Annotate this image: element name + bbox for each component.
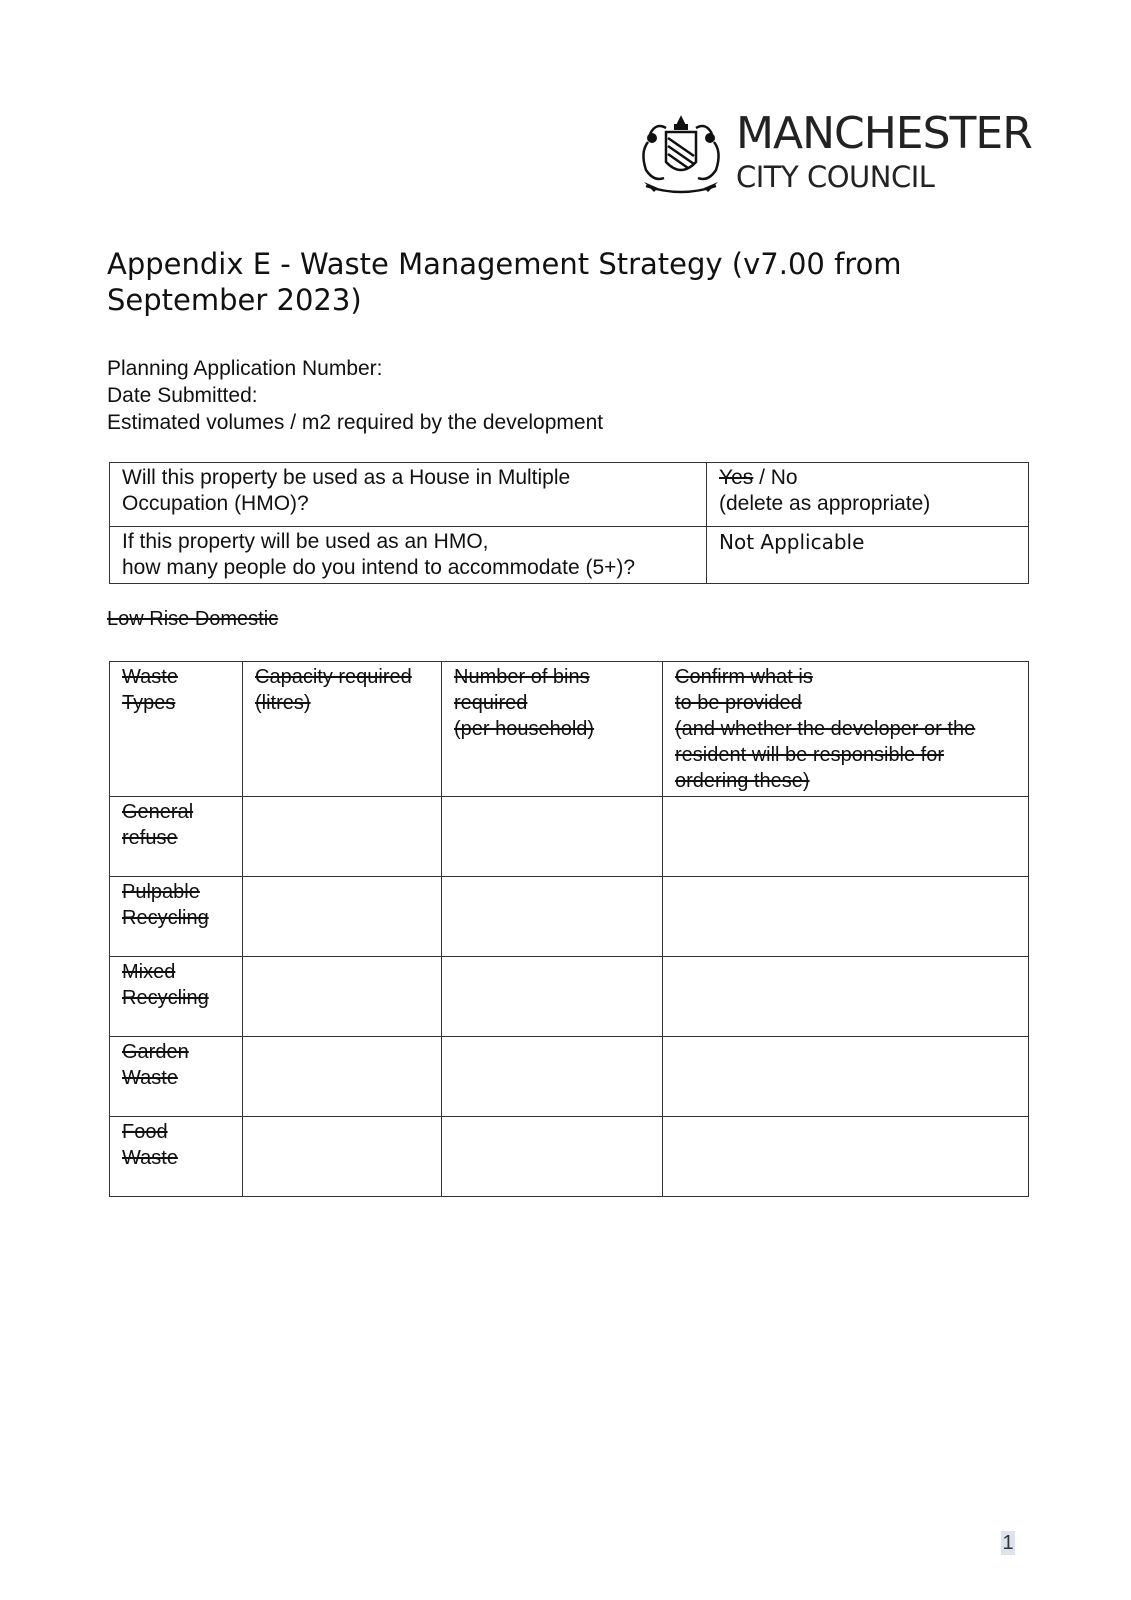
- cell-text: Waste: [122, 1067, 178, 1089]
- cell-text: Mixed: [122, 961, 176, 983]
- cell-text: Recycling: [122, 907, 209, 929]
- waste-type-cell: [110, 877, 243, 957]
- table-row: [110, 797, 1029, 877]
- confirm-cell[interactable]: [663, 1117, 1029, 1197]
- section-heading: Low Rise Domestic: [107, 608, 279, 630]
- cell-text: Waste: [122, 1147, 178, 1169]
- cell-text: If this property will be used as an HMO,: [122, 530, 489, 553]
- council-logo: [636, 108, 1032, 196]
- no-option: / No: [753, 466, 798, 489]
- cell-text: Capacity required: [255, 666, 412, 688]
- bins-cell[interactable]: [442, 877, 663, 957]
- table-row: [110, 463, 1029, 527]
- cell-text: [719, 465, 1016, 491]
- capacity-cell[interactable]: [243, 877, 442, 957]
- confirm-cell[interactable]: [663, 957, 1029, 1037]
- bins-cell[interactable]: [442, 957, 663, 1037]
- confirm-cell[interactable]: [663, 797, 1029, 877]
- waste-type-cell: [110, 957, 243, 1037]
- application-meta: [107, 355, 603, 436]
- waste-type-cell: [110, 797, 243, 877]
- cell-text: Confirm what is: [675, 666, 813, 688]
- cell-text: refuse: [122, 827, 178, 849]
- cell-text: Garden: [122, 1041, 189, 1063]
- hmo-table: [109, 462, 1029, 584]
- estimated-volumes-label: Estimated volumes / m2 required by the development: [107, 411, 604, 434]
- confirm-cell[interactable]: [663, 877, 1029, 957]
- cell-text: (per household): [454, 718, 595, 740]
- cell-text: Recycling: [122, 987, 209, 1009]
- header-waste-types: [110, 662, 243, 797]
- table-row: [110, 527, 1029, 584]
- cell-text: how many people do you intend to accommodate (5+)?: [122, 556, 636, 579]
- bins-cell[interactable]: [442, 1037, 663, 1117]
- logo-title: MANCHESTER: [736, 108, 1032, 159]
- hmo-occupancy-answer-cell[interactable]: Not Applicable: [707, 527, 1029, 584]
- cell-text: Occupation (HMO)?: [122, 492, 309, 515]
- bins-cell[interactable]: [442, 797, 663, 877]
- cell-text: Will this property be used as a House in Multiple: [122, 466, 571, 489]
- cell-text: ordering these): [675, 770, 810, 792]
- cell-text: Types: [122, 692, 176, 714]
- coat-of-arms-icon: [636, 112, 726, 196]
- confirm-cell[interactable]: [663, 1037, 1029, 1117]
- table-header-row: [110, 662, 1029, 797]
- cell-text: (delete as appropriate): [719, 492, 931, 515]
- cell-text: (and whether the developer or the: [675, 718, 976, 740]
- waste-table: [109, 661, 1029, 1197]
- cell-text: (litres): [255, 692, 311, 714]
- cell-text: Food: [122, 1121, 168, 1143]
- waste-type-cell: [110, 1037, 243, 1117]
- page-number: 1: [1002, 1532, 1014, 1554]
- capacity-cell[interactable]: [243, 1117, 442, 1197]
- hmo-answer-cell[interactable]: [707, 463, 1029, 527]
- hmo-occupancy-question-cell: [110, 527, 707, 584]
- bins-cell[interactable]: [442, 1117, 663, 1197]
- header-capacity: [243, 662, 442, 797]
- cell-text: Pulpable: [122, 881, 200, 903]
- cell-text: General: [122, 801, 194, 823]
- header-confirm-provided: [663, 662, 1029, 797]
- cell-text: to be provided: [675, 692, 802, 714]
- planning-application-number-label: Planning Application Number:: [107, 357, 383, 380]
- header-number-of-bins: [442, 662, 663, 797]
- capacity-cell[interactable]: [243, 1037, 442, 1117]
- logo-subtitle: CITY COUNCIL: [736, 160, 935, 194]
- waste-type-cell: [110, 1117, 243, 1197]
- cell-text: required: [454, 692, 528, 714]
- table-row: [110, 877, 1029, 957]
- table-row: [110, 1117, 1029, 1197]
- cell-text: Number of bins: [454, 666, 590, 688]
- page-title: Appendix E - Waste Management Strategy (v7.00 from September 2023): [107, 247, 902, 317]
- cell-text: Waste: [122, 666, 178, 688]
- table-row: [110, 1037, 1029, 1117]
- table-row: [110, 957, 1029, 1037]
- cell-text: resident will be responsible for: [675, 744, 945, 766]
- date-submitted-label: Date Submitted:: [107, 384, 258, 407]
- hmo-question-cell: [110, 463, 707, 527]
- capacity-cell[interactable]: [243, 797, 442, 877]
- capacity-cell[interactable]: [243, 957, 442, 1037]
- yes-option: Yes: [719, 466, 754, 489]
